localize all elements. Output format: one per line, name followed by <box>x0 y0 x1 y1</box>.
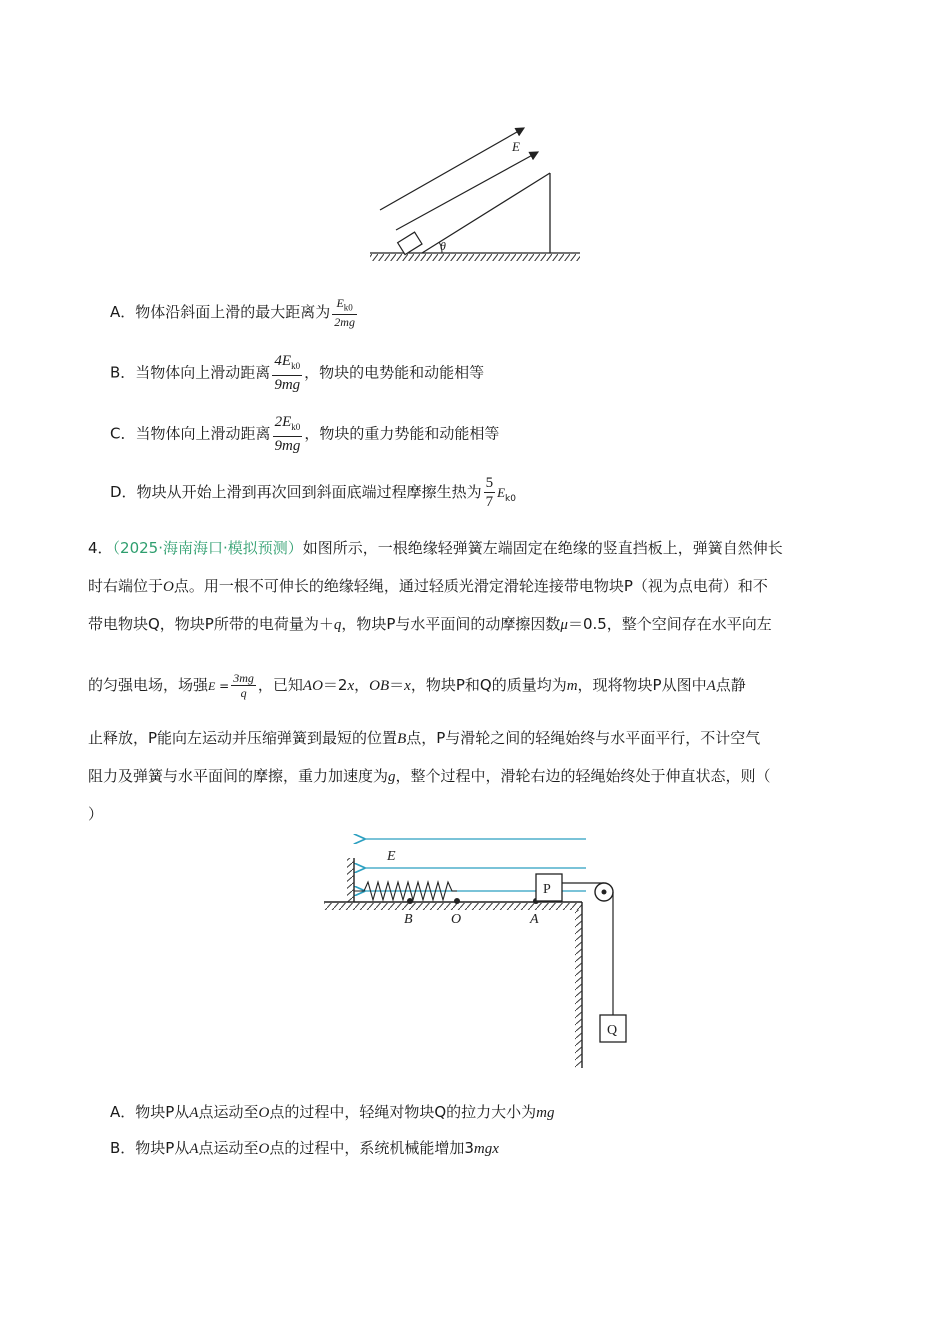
stem-text: ，已知 <box>257 676 303 694</box>
option-letter: A． <box>110 1103 136 1121</box>
option-text: 物体沿斜面上滑的最大距离为 <box>135 303 331 322</box>
q3-option-a <box>110 296 359 329</box>
point-B <box>407 898 413 904</box>
field-arrow-upper <box>380 128 524 210</box>
option-tail: ，物块的电势能和动能相等 <box>304 363 485 382</box>
stem-text: = <box>215 679 230 693</box>
stem-symbol: O <box>163 579 174 595</box>
q4-line-5 <box>88 728 760 749</box>
option-text: 点运动至 <box>198 1103 259 1121</box>
stem-symbol: A <box>706 678 716 694</box>
q4-option-a <box>110 1102 555 1123</box>
stem-symbol: m <box>566 678 578 694</box>
option-tail: ，物块的重力势能和动能相等 <box>304 424 500 443</box>
q3-option-b <box>110 352 484 394</box>
stem-text: 点静 <box>715 676 746 694</box>
field-arrow-lower <box>396 152 538 230</box>
q3-option-c <box>110 413 499 455</box>
option-letter: B． <box>110 1139 136 1157</box>
stem-text: 带电物块Q，物块P所带的电荷量为＋ <box>88 615 334 633</box>
block-Q <box>600 1015 626 1042</box>
stem-text: ＝2 <box>322 676 348 694</box>
stem-text: 如图所示，一根绝缘轻弹簧左端固定在绝缘的竖直挡板上，弹簧自然伸长 <box>302 539 783 557</box>
fraction: $\frac{5}{7}$ <box>485 475 494 510</box>
stem-text: ＝ <box>389 676 405 694</box>
option-symbol: O <box>258 1105 270 1121</box>
stem-symbol: AO <box>302 678 323 694</box>
left-wall <box>347 858 354 902</box>
option-text: 点的过程中，系统机械能增加3 <box>269 1139 474 1157</box>
stem-symbol: x <box>347 678 355 694</box>
stem-symbol: OB <box>369 678 390 694</box>
option-letter: A． <box>110 303 136 322</box>
label-O: O <box>451 912 462 927</box>
option-letter: D． <box>110 483 137 501</box>
stem-text: ＝0.5，整个空间存在水平向左 <box>567 615 772 633</box>
stem-text: ，物块P和Q的质量均为 <box>410 676 567 694</box>
option-text: 物块P从 <box>135 1103 190 1121</box>
angle-label-theta: θ <box>440 239 446 253</box>
option-symbol: A <box>189 1141 199 1157</box>
incline-figure <box>360 118 590 268</box>
option-symbol: O <box>258 1141 270 1157</box>
option-text: 物块从开始上滑到再次回到斜面底端过程摩擦生热为 <box>136 483 482 501</box>
stem-text: ） <box>88 805 104 823</box>
ground <box>370 253 580 261</box>
q4-line-1 <box>88 538 783 558</box>
energy-subscript: k0 <box>505 494 516 504</box>
fraction: $\frac{4E_{k0}}{9mg}$ <box>274 353 301 393</box>
q4-line-3 <box>88 614 772 635</box>
svg-text:Q: Q <box>607 1023 618 1038</box>
stem-text: 点。用一根不可伸长的绝缘轻绳，通过轻质光滑定滑轮连接带电物块P（视为点电荷）和不 <box>173 577 768 595</box>
label-A: A <box>530 912 539 927</box>
option-text: 物块P从 <box>135 1139 190 1157</box>
stem-text: 的匀强电场，场强 <box>88 676 209 694</box>
energy-symbol: E <box>497 485 506 500</box>
q4-line-4 <box>88 663 746 708</box>
stem-text: ，物块P与水平面间的动摩擦因数 <box>341 615 561 633</box>
field-label-E: E <box>512 139 520 154</box>
ground-vertical <box>575 902 582 1068</box>
stem-symbol: B <box>397 731 407 747</box>
stem-text: ， <box>354 676 370 694</box>
stem-text: 止释放，P能向左运动并压缩弹簧到最短的位置 <box>88 729 398 747</box>
field-label-E: E <box>387 849 396 864</box>
q4-line-6 <box>88 766 771 787</box>
q4-option-b <box>110 1138 499 1159</box>
stem-symbol: q <box>333 617 342 633</box>
option-text: 当物体向上滑动距离 <box>135 363 271 382</box>
option-symbol: A <box>189 1105 199 1121</box>
block <box>398 232 422 254</box>
option-symbol: mgx <box>473 1141 499 1157</box>
option-letter: C． <box>110 424 136 443</box>
option-letter: B． <box>110 363 136 382</box>
q4-line-7 <box>88 804 103 824</box>
spring-pulley-figure <box>320 828 630 1073</box>
field-strength-fraction: $\frac{3mg}{q}$ <box>233 671 254 700</box>
pulley <box>595 883 613 901</box>
fraction: $\frac{E_{k0}}{2mg}$ <box>334 296 355 330</box>
option-text: 点的过程中，轻绳对物块Q的拉力大小为 <box>269 1103 537 1121</box>
svg-text:P: P <box>543 882 551 897</box>
block-P <box>536 874 562 901</box>
q3-option-d <box>110 474 516 511</box>
stem-text: 时右端位于 <box>88 577 164 595</box>
fraction: $\frac{2E_{k0}}{9mg}$ <box>274 414 301 454</box>
stem-symbol: μ <box>560 617 568 633</box>
q4-line-2 <box>88 576 768 597</box>
question-source: （2025·海南海口·模拟预测） <box>112 539 303 557</box>
option-text: 点运动至 <box>198 1139 259 1157</box>
stem-text: 点，P与滑轮之间的轻绳始终与水平面平行，不计空气 <box>406 729 761 747</box>
option-text: 当物体向上滑动距离 <box>135 424 271 443</box>
point-O <box>454 898 460 904</box>
stem-text: 阻力及弹簧与水平面间的摩擦，重力加速度为 <box>88 767 389 785</box>
stem-symbol: g <box>388 769 396 785</box>
stem-symbol: x <box>404 678 411 694</box>
stem-symbol: E <box>208 679 216 693</box>
label-B: B <box>404 912 413 927</box>
question-number: 4． <box>88 539 113 557</box>
option-symbol: mg <box>536 1105 555 1121</box>
stem-text: ，整个过程中，滑轮右边的轻绳始终处于伸直状态，则（ <box>395 767 771 785</box>
stem-text: ，现将物块P从图中 <box>577 676 707 694</box>
ground-horizontal <box>324 902 582 910</box>
